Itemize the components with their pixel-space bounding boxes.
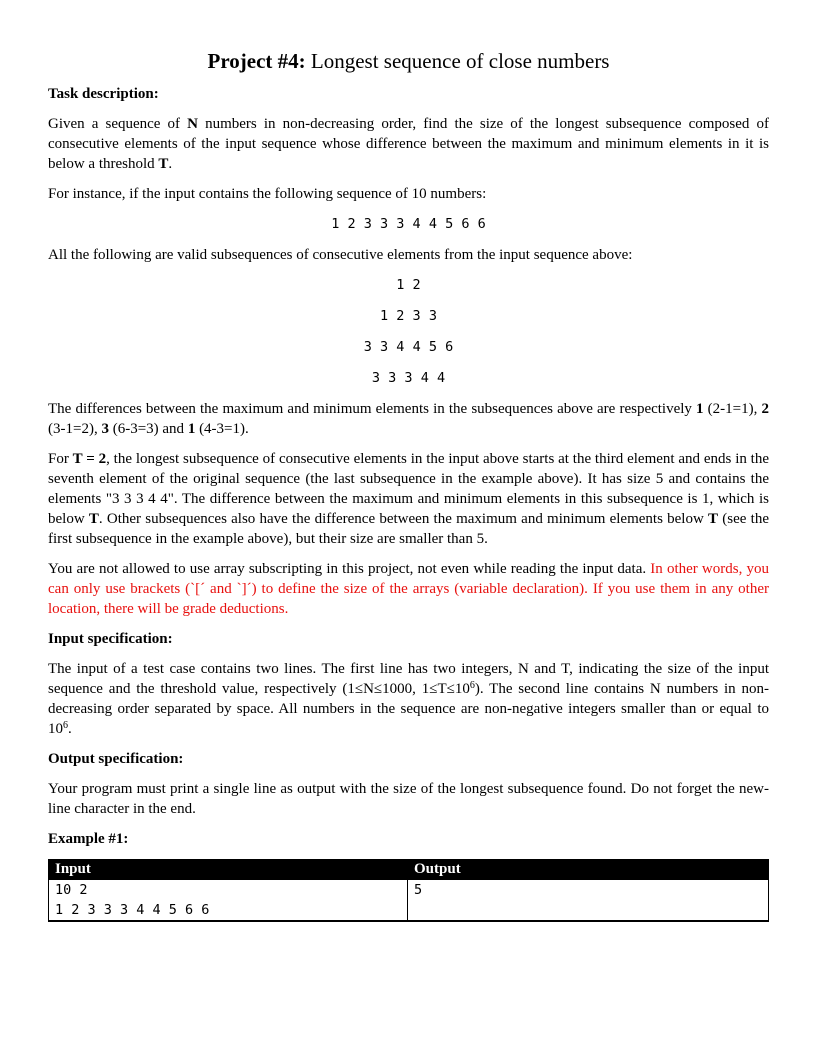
title-bold: Project #4:: [207, 49, 306, 73]
task-paragraph-6: You are not allowed to use array subscripting in this project, not even while reading the input data. In other words, you can only use brackets (`[´ and `]´) to define the size of the arrays (variable declaration). If you use them in any other location, there will be grade deductions.: [48, 561, 769, 617]
page-title: [48, 48, 769, 74]
subsequence-1: 1 2: [396, 277, 421, 293]
table-header-row: [49, 860, 769, 880]
input-column-header: Input: [49, 860, 408, 880]
input-sequence: 1 2 3 3 3 4 4 5 6 6: [331, 216, 486, 232]
output-specification: Your program must print a single line as output with the size of the longest subsequence found. Do not forget the new-line character in the end.: [48, 781, 769, 817]
output-column-header: Output: [408, 860, 769, 880]
example-output-cell: 5: [408, 880, 769, 922]
output-heading: Output specification:: [48, 751, 184, 767]
input-specification: The input of a test case contains two lines. The first line has two integers, N and T, indicating the size of the input sequence and the threshold value, respectively (1≤N≤1000, $1\le T\le 10^6$). The second line contains N numbers in non-decreasing order separated by space. All numbers in the sequence are non-negative integers smaller than or equal to $10^6$.: [48, 661, 769, 737]
title-rest: Longest sequence of close numbers: [305, 49, 610, 73]
input-heading: Input specification:: [48, 631, 173, 647]
example-heading: Example #1:: [48, 831, 129, 847]
document-page: [48, 48, 769, 922]
task-paragraph-2: For instance, if the input contains the following sequence of 10 numbers:: [48, 186, 487, 202]
task-paragraph-5: For T = 2, the longest subsequence of consecutive elements in the input above starts at the third element and ends in the seventh element of the original sequence (the last subsequence in the example above). It has size 5 and contains the elements "3 3 3 4 4". The difference between the maximum and minimum elements in this subsequence is 1, which is below T. Other subsequences also have the difference between the maximum and minimum elements below T (see the first subsequence in the example above), but their size are smaller than 5.: [48, 451, 770, 547]
subsequence-4: 3 3 3 4 4: [371, 370, 446, 386]
task-heading: Task description:: [48, 86, 159, 102]
task-paragraph-4: The differences between the maximum and minimum elements in the subsequences above are respectively 1 (2-1=1), 2 (3-1=2), 3 (6-3=3) and 1 (4-3=1).: [48, 401, 769, 437]
subsequence-2: 1 2 3 3: [380, 308, 437, 324]
grade-warning: In other words, you can only use brackets (`[´ and `]´) to define the size of the arrays (variable declaration). If you use them in any other location, there will be grade deductions.: [48, 561, 769, 617]
example-input-cell: 10 2 1 2 3 3 3 4 4 5 6 6: [49, 880, 408, 922]
task-paragraph-1: Given a sequence of N numbers in non-decreasing order, find the size of the longest subsequence composed of consecutive elements of the input sequence whose difference between the maximum and minimum elements in it is below a threshold T.: [48, 116, 770, 172]
example-table: [48, 859, 769, 922]
subsequence-3: 3 3 4 4 5 6: [363, 339, 454, 355]
task-paragraph-3: All the following are valid subsequences of consecutive elements from the input sequence above:: [48, 247, 633, 263]
table-row: [49, 880, 769, 922]
